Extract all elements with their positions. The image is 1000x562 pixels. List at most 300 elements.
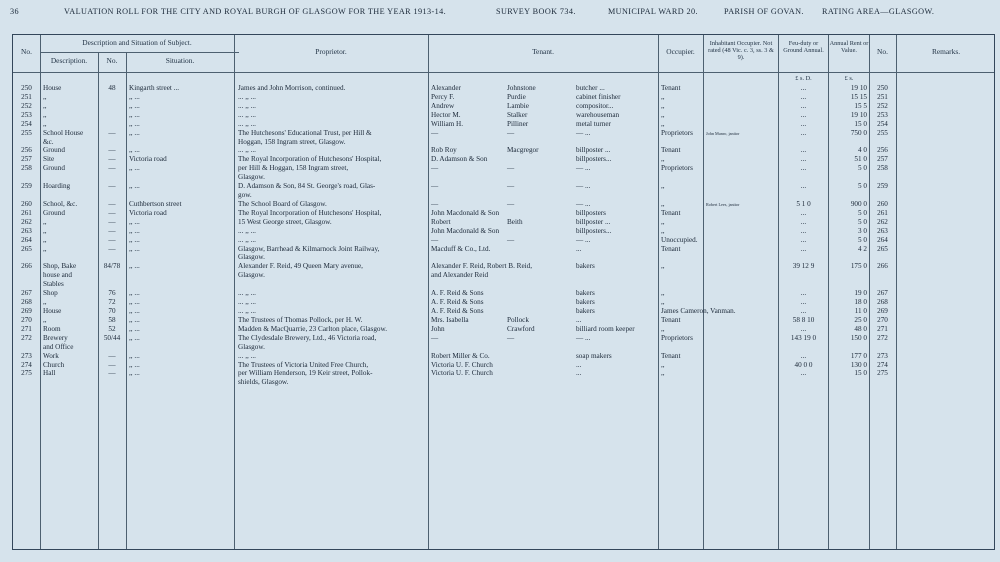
cell-feu: ... [800,324,807,333]
feu-units: £ s. D. [795,75,812,82]
cell-occ: ,, [661,182,665,191]
cell-tocc: ... [576,244,582,253]
cell-feu: ... [800,208,807,217]
cell-tocc: cabinet finisher [576,92,621,101]
cell-sno: — [108,199,116,208]
cell-prop: ... ,, ... [238,101,256,110]
row-no-right: 262 [877,217,888,226]
cell-sno: — [108,208,116,217]
cell-prop: ... ,, ... [238,92,256,101]
cell-desc: Ground [43,208,65,217]
cell-tocc: butcher ... [576,84,605,92]
row-no-right: 251 [877,92,888,101]
cell-sit: ,, ... [129,307,140,315]
cell-tocc: soap makers [576,351,612,360]
row-no-right: 254 [877,119,888,128]
cell-occ: ,, [661,119,665,128]
cell-tocc: billposter ... [576,217,611,226]
row-no-right: 259 [877,182,888,191]
cell-prop: ... ,, ... [238,226,256,235]
cell-desc: Ground [43,164,65,173]
cell-tf: Percy F. [431,92,455,101]
cell-prop: ... ,, ... [238,235,256,244]
cell-rent: 5 0 [858,208,867,217]
cell-rent: 19 0 [854,289,867,298]
cell-feu: ... [800,298,807,307]
cell-prop: The School Board of Glasgow. [238,199,327,208]
cell-sit: ,, ... [129,101,140,110]
cell-rent: 51 0 [854,155,867,164]
cell-sit: ,, ... [129,226,140,235]
row-no-right: 253 [877,110,888,119]
cell-tl: Crawford [507,324,535,333]
cell-tocc: billiard room keeper [576,324,635,333]
cell-rent: 15 15 [850,92,867,101]
cell-rent: 750 0 [850,128,867,137]
cell-tocc: ... [576,369,582,378]
cell-prop: ... ,, ... [238,307,256,315]
cell-sit: ,, ... [129,333,140,342]
col-line [658,35,659,549]
cell-prop: Madden & MacQuarrie, 23 Carlton place, Glasgow. [238,324,388,333]
cell-tocc: ... [576,360,582,369]
cell-rent: 15 5 [854,101,867,110]
cell-desc: Church [43,360,65,369]
col-header-description-group: Description and Situation of Subject. [82,38,192,47]
cell-sit: ,, ... [129,164,140,173]
cell-prop: Glasgow. [238,342,265,351]
cell-occ: Tenant [661,84,681,92]
cell-desc: School, &c. [43,199,78,208]
cell-sit: ,, ... [129,119,140,128]
cell-prop: The Royal Incorporation of Hutchesons' Hospital, [238,208,382,217]
row-no-right: 263 [877,226,888,235]
cell-tocc: bakers [576,307,595,315]
row-no-right: 260 [877,199,888,208]
cell-desc: Room [43,324,61,333]
cell-sit: Cuthbertson street [129,199,182,208]
cell-tl: Beith [507,217,523,226]
cell-occ: ,, [661,199,665,208]
cell-tocc: billposters... [576,155,612,164]
cell-rent: 177 0 [850,351,867,360]
cell-rent: 11 0 [854,307,867,315]
cell-sno: — [108,244,116,253]
municipal-ward: MUNICIPAL WARD 20. [608,7,698,16]
cell-prop: Glasgow, Barrhead & Kilmarnock Joint Railway, [238,244,380,253]
cell-tl: Pollock [507,315,529,324]
cell-rent: 5 0 [858,217,867,226]
cell-tocc: bakers [576,298,595,307]
cell-desc: House [43,84,62,92]
cell-rent: 5 0 [858,164,867,173]
cell-occ: Unoccupied. [661,235,698,244]
row-no-right: 274 [877,360,888,369]
cell-no: 259 [21,182,32,191]
cell-tf: A. F. Reid & Sons [431,289,484,298]
cell-tf: Robert [431,217,451,226]
page-number: 36 [10,7,19,16]
cell-feu: ... [800,182,807,191]
cell-feu: 58 8 10 [792,315,815,324]
cell-occ: ,, [661,298,665,307]
row-no-right: 271 [877,324,888,333]
cell-prop: James and John Morrison, continued. [238,84,346,92]
cell-feu: ... [800,369,807,378]
cell-sno: — [108,360,116,369]
cell-sit: Victoria road [129,208,167,217]
cell-rent: 4 2 [858,244,867,253]
cell-tf: Alexander [431,84,461,92]
cell-desc: house and [43,271,72,280]
cell-desc: ,, [43,119,47,128]
cell-tf: — [431,199,439,208]
cell-no: 266 [21,262,32,271]
cell-prop: ... ,, ... [238,298,256,307]
cell-desc: Shop, Bake [43,262,77,271]
cell-tf: John Macdonald & Son [431,208,500,217]
cell-prop: ... ,, ... [238,289,256,298]
cell-tocc: — ... [576,164,591,173]
cell-feu: ... [800,146,807,155]
cell-sit: ,, ... [129,315,140,324]
cell-tl: — [507,182,515,191]
cell-desc: Hoarding [43,182,71,191]
cell-desc: ,, [43,244,47,253]
cell-desc: and Office [43,342,74,351]
cell-desc: Shop [43,289,58,298]
cell-sno: — [108,182,116,191]
cell-tocc: billposters... [576,226,612,235]
cell-tf: D. Adamson & Son [431,155,488,164]
cell-prop: The Trustees of Victoria United Free Church, [238,360,369,369]
cell-feu: ... [800,119,807,128]
cell-sno: — [108,155,116,164]
cell-sno: 72 [108,298,116,307]
cell-occ: ,, [661,360,665,369]
cell-tocc: — ... [576,235,591,244]
cell-occ: ,, [661,101,665,110]
cell-sno: — [108,128,116,137]
cell-occ: ,, [661,369,665,378]
header-divider [13,72,994,73]
col-line [703,35,704,549]
cell-tf: A. F. Reid & Sons [431,307,484,315]
cell-no: 253 [21,110,32,119]
cell-rent: 5 0 [858,235,867,244]
cell-tocc: metal turner [576,119,611,128]
cell-no: 251 [21,92,32,101]
cell-prop: D. Adamson & Son, 84 St. George's road, Glas- [238,182,376,191]
cell-tl: Lambie [507,101,529,110]
cell-sit: ,, ... [129,128,140,137]
cell-sno: 58 [108,315,116,324]
description-group-divider [40,52,239,53]
cell-occ: James Cameron, Vanman. [661,307,736,315]
cell-sno: — [108,164,116,173]
cell-sno: — [108,217,116,226]
cell-rent: 25 0 [854,315,867,324]
col-line [234,35,235,549]
cell-feu: ... [800,92,807,101]
col-line [40,35,41,549]
cell-tf: A. F. Reid & Sons [431,298,484,307]
cell-no: 268 [21,298,32,307]
cell-rent: 130 0 [850,360,867,369]
col-header-rent: Annual Rent or Value. [829,40,869,54]
cell-tocc: — ... [576,333,591,342]
row-no-right: 255 [877,128,888,137]
cell-tl: — [507,235,515,244]
cell-no: 257 [21,155,32,164]
col-header-occupier: Occupier. [666,47,695,56]
cell-occ: Tenant [661,315,681,324]
cell-sit: ,, ... [129,289,140,298]
cell-tf: John [431,324,445,333]
cell-inh: John Munro, janitor [706,130,740,136]
cell-sit: ,, ... [129,110,140,119]
cell-inh: Robert Lees, janitor [706,201,740,207]
col-header-street-no: No. [106,56,118,65]
cell-tf: John Macdonald & Son [431,226,500,235]
cell-sit: ,, ... [129,324,140,333]
cell-prop: ... ,, ... [238,146,256,155]
survey-book: SURVEY BOOK 734. [496,7,576,16]
cell-desc: Hall [43,369,56,378]
page-header [8,5,992,19]
cell-no: 260 [21,199,32,208]
cell-no: 252 [21,101,32,110]
cell-no: 256 [21,146,32,155]
cell-prop: per Hill & Hoggan, 158 Ingram street, [238,164,349,173]
cell-prop: 15 West George street, Glasgow. [238,217,332,226]
cell-desc: Site [43,155,55,164]
cell-desc: Work [43,351,59,360]
row-no-right: 270 [877,315,888,324]
cell-occ: ,, [661,217,665,226]
cell-tl: — [507,199,515,208]
cell-prop: Glasgow. [238,271,265,280]
cell-tf: — [431,235,439,244]
cell-desc: &c. [43,137,54,146]
cell-tf: Alexander F. Reid, Robert B. Reid, [431,262,533,271]
cell-tl: Macgregor [507,146,539,155]
row-no-right: 250 [877,84,888,92]
cell-prop: ... ,, ... [238,351,256,360]
cell-no: 267 [21,289,32,298]
cell-tocc: warehouseman [576,110,620,119]
cell-occ: ,, [661,324,665,333]
cell-no: 270 [21,315,32,324]
cell-desc: ,, [43,92,47,101]
cell-tl: Purdie [507,92,526,101]
cell-occ: ,, [661,262,665,271]
cell-prop: per William Henderson, 19 Keir street, Pollok- [238,369,373,378]
cell-tocc: compositor... [576,101,614,110]
cell-desc: ,, [43,217,47,226]
cell-feu: 5 1 0 [796,199,811,208]
cell-sno: 48 [108,84,116,92]
cell-sit: ,, ... [129,351,140,360]
col-header-tenant: Tenant. [532,47,554,56]
cell-feu: ... [800,110,807,119]
cell-occ: ,, [661,226,665,235]
cell-tl: — [507,164,515,173]
col-header-no: No. [21,47,32,56]
cell-feu: ... [800,84,807,92]
cell-occ: Tenant [661,351,681,360]
cell-occ: Proprietors [661,333,693,342]
col-header-proprietor: Proprietor. [315,47,347,56]
cell-prop: Glasgow. [238,173,265,182]
row-no-right: 266 [877,262,888,271]
cell-sno: — [108,369,116,378]
cell-feu: ... [800,307,807,315]
cell-sit: ,, ... [129,262,140,271]
cell-rent: 15 0 [854,119,867,128]
cell-no: 269 [21,307,32,315]
cell-desc: Brewery [43,333,68,342]
cell-tocc: billposters [576,208,606,217]
cell-feu: ... [800,235,807,244]
cell-sit: ,, ... [129,182,140,191]
cell-tf: Rob Roy [431,146,457,155]
col-header-remarks: Remarks. [931,47,961,56]
cell-feu: ... [800,101,807,110]
col-line [126,52,127,549]
cell-occ: Proprietors [661,164,693,173]
cell-feu: 40 0 0 [794,360,813,369]
cell-sno: 70 [108,307,116,315]
cell-sno: — [108,226,116,235]
row-no-right: 268 [877,298,888,307]
cell-rent: 5 0 [858,182,867,191]
cell-occ: ,, [661,289,665,298]
cell-sno: 52 [108,324,116,333]
cell-desc: ,, [43,235,47,244]
cell-sit: ,, ... [129,298,140,307]
cell-feu: ... [800,351,807,360]
cell-no: 254 [21,119,32,128]
cell-sit: ,, ... [129,244,140,253]
cell-desc: Stables [43,280,64,289]
col-header-no-right: No. [877,47,888,56]
cell-tocc: billposter ... [576,146,611,155]
cell-feu: ... [800,128,807,137]
roll-title: VALUATION ROLL FOR THE CITY AND ROYAL BURGH OF GLASGOW FOR THE YEAR 1913-14. [64,7,447,16]
cell-sno: — [108,351,116,360]
cell-no: 273 [21,351,32,360]
col-header-feu-duty: Feu-duty or Ground Annual. [783,40,824,54]
row-no-right: 261 [877,208,888,217]
cell-no: 275 [21,369,32,378]
cell-occ: ,, [661,155,665,164]
cell-prop: The Hutchesons' Educational Trust, per Hill & [238,128,372,137]
cell-tocc: — ... [576,128,591,137]
cell-tl: Stalker [507,110,528,119]
cell-prop: The Clydesdale Brewery, Ltd., 46 Victoria road, [238,333,377,342]
cell-tl: — [507,128,515,137]
cell-no: 274 [21,360,32,369]
cell-feu: 39 12 9 [792,262,815,271]
cell-sit: ,, ... [129,146,140,155]
cell-sit: ,, ... [129,217,140,226]
cell-tf: Mrs. Isabella [431,315,469,324]
row-no-right: 275 [877,369,888,378]
cell-desc: School House [43,128,84,137]
cell-rent: 48 0 [854,324,867,333]
row-no-right: 257 [877,155,888,164]
row-no-right: 258 [877,164,888,173]
cell-occ: Tenant [661,208,681,217]
cell-sit: Victoria road [129,155,167,164]
cell-sno: — [108,235,116,244]
cell-sno: — [108,146,116,155]
cell-desc: House [43,307,62,315]
cell-prop: Alexander F. Reid, 49 Queen Mary avenue, [238,262,363,271]
cell-occ: Proprietors [661,128,693,137]
cell-desc: ,, [43,315,47,324]
cell-tocc: — ... [576,182,591,191]
cell-feu: ... [800,244,807,253]
cell-no: 250 [21,84,32,92]
cell-rent: 150 0 [850,333,867,342]
cell-tocc: bakers [576,262,595,271]
row-no-right: 273 [877,351,888,360]
cell-desc: ,, [43,298,47,307]
cell-tl: Pilliner [507,119,529,128]
col-header-description: Description. [50,56,88,65]
cell-rent: 18 0 [854,298,867,307]
cell-no: 262 [21,217,32,226]
cell-desc: ,, [43,101,47,110]
cell-feu: ... [800,226,807,235]
cell-tf: Hector M. [431,110,461,119]
valuation-table [12,34,995,550]
cell-sno: 84/78 [103,262,121,271]
parish: PARISH OF GOVAN. [724,7,804,16]
cell-rent: 900 0 [850,199,867,208]
cell-rent: 175 0 [850,262,867,271]
cell-rent: 19 10 [850,110,867,119]
cell-prop: gow. [238,191,252,200]
cell-feu: ... [800,155,807,164]
cell-sno: 76 [108,289,116,298]
cell-tf: Macduff & Co., Ltd. [431,244,491,253]
cell-desc: ,, [43,110,47,119]
cell-tocc: — ... [576,199,591,208]
cell-sit: Kingarth street ... [129,84,180,92]
cell-prop: The Trustees of Thomas Pollock, per H. W. [238,315,363,324]
cell-tf: — [431,128,439,137]
cell-tf: William H. [431,119,464,128]
cell-sit: ,, ... [129,235,140,244]
cell-no: 261 [21,208,32,217]
cell-tf: — [431,333,439,342]
row-no-right: 269 [877,307,888,315]
cell-sit: ,, ... [129,92,140,101]
cell-desc: Ground [43,146,65,155]
cell-feu: ... [800,164,807,173]
row-no-right: 256 [877,146,888,155]
cell-tl: Johnstone [507,84,536,92]
cell-rent: 15 0 [854,369,867,378]
rent-units: £ s. [844,75,854,82]
row-no-right: 265 [877,244,888,253]
cell-occ: ,, [661,92,665,101]
cell-no: 258 [21,164,32,173]
cell-tf: and Alexander Reid [431,271,489,280]
